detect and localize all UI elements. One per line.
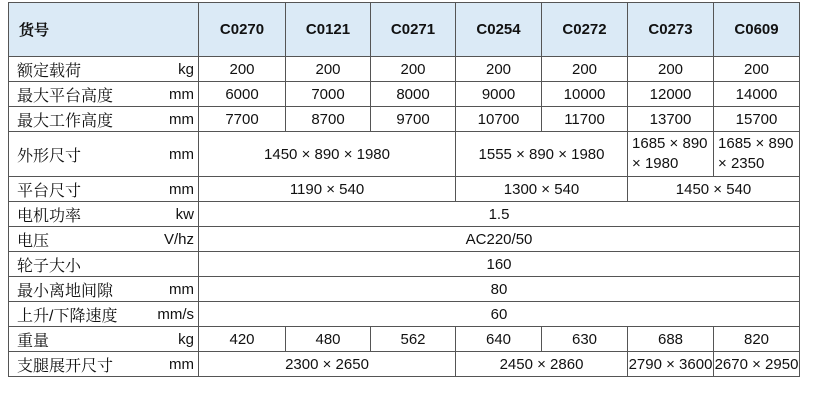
table-cell: 200 xyxy=(714,57,800,82)
row-unit: kg xyxy=(147,57,199,82)
row-unit xyxy=(147,252,199,277)
table-cell: 2300 × 2650 xyxy=(199,352,456,377)
table-cell: 1.5 xyxy=(199,202,800,227)
table-cell: 420 xyxy=(199,327,286,352)
cell-line: × 1980 xyxy=(632,155,679,172)
table-cell: 9000 xyxy=(456,82,542,107)
table-cell: 8700 xyxy=(286,107,371,132)
row-motor-power xyxy=(9,202,800,227)
table-cell: 200 xyxy=(286,57,371,82)
cell-line: 1685 × 890 xyxy=(632,135,708,152)
table-cell: 1300 × 540 xyxy=(456,177,628,202)
row-label: 平台尺寸 xyxy=(9,177,147,202)
row-label: 重量 xyxy=(9,327,147,352)
model-c0121: C0121 xyxy=(286,3,371,57)
table-cell: 6000 xyxy=(199,82,286,107)
model-c0273: C0273 xyxy=(628,3,714,57)
row-unit: kw xyxy=(147,202,199,227)
spec-table xyxy=(8,2,800,377)
table-cell: 1190 × 540 xyxy=(199,177,456,202)
table-cell: 9700 xyxy=(371,107,456,132)
table-cell: 15700 xyxy=(714,107,800,132)
model-c0270: C0270 xyxy=(199,3,286,57)
row-label: 外形尺寸 xyxy=(9,132,147,177)
cell-line: 1685 × 890 xyxy=(718,135,794,152)
table-cell: 562 xyxy=(371,327,456,352)
spec-table-container xyxy=(8,2,799,377)
table-cell: 2450 × 2860 xyxy=(456,352,628,377)
table-cell: 7000 xyxy=(286,82,371,107)
table-cell: 1450 × 540 xyxy=(628,177,800,202)
table-cell xyxy=(628,132,714,177)
model-c0271: C0271 xyxy=(371,3,456,57)
model-c0254: C0254 xyxy=(456,3,542,57)
table-cell: 7700 xyxy=(199,107,286,132)
row-label: 支腿展开尺寸 xyxy=(9,352,147,377)
table-cell: 10700 xyxy=(456,107,542,132)
row-platform-size xyxy=(9,177,800,202)
table-cell: 480 xyxy=(286,327,371,352)
row-lift-speed xyxy=(9,302,800,327)
table-cell: 200 xyxy=(628,57,714,82)
row-weight xyxy=(9,327,800,352)
table-cell: 200 xyxy=(199,57,286,82)
table-cell: 200 xyxy=(542,57,628,82)
row-voltage xyxy=(9,227,800,252)
table-cell: 820 xyxy=(714,327,800,352)
table-cell: 8000 xyxy=(371,82,456,107)
table-cell: 60 xyxy=(199,302,800,327)
cell-line: × 2350 xyxy=(718,155,765,172)
table-cell: 640 xyxy=(456,327,542,352)
table-cell: 12000 xyxy=(628,82,714,107)
row-label: 额定载荷 xyxy=(9,57,147,82)
row-overall-dimensions xyxy=(9,132,800,177)
row-unit: mm xyxy=(147,277,199,302)
row-outrigger-span xyxy=(9,352,800,377)
row-unit: kg xyxy=(147,327,199,352)
row-unit: mm/s xyxy=(147,302,199,327)
model-c0272: C0272 xyxy=(542,3,628,57)
table-cell: 1450 × 890 × 1980 xyxy=(199,132,456,177)
table-cell: 11700 xyxy=(542,107,628,132)
row-max-working-height xyxy=(9,107,800,132)
row-label: 上升/下降速度 xyxy=(9,302,147,327)
header-row xyxy=(9,3,800,57)
model-c0609: C0609 xyxy=(714,3,800,57)
table-cell: 80 xyxy=(199,277,800,302)
row-label: 电机功率 xyxy=(9,202,147,227)
row-unit: mm xyxy=(147,107,199,132)
row-min-ground-clearance xyxy=(9,277,800,302)
table-cell xyxy=(714,132,800,177)
row-unit: mm xyxy=(147,177,199,202)
table-cell: 160 xyxy=(199,252,800,277)
table-cell: 630 xyxy=(542,327,628,352)
table-cell: 200 xyxy=(371,57,456,82)
table-cell: AC220/50 xyxy=(199,227,800,252)
row-unit: V/hz xyxy=(147,227,199,252)
row-label: 最小离地间隙 xyxy=(9,277,147,302)
row-label: 电压 xyxy=(9,227,147,252)
table-cell: 688 xyxy=(628,327,714,352)
table-cell: 2670 × 2950 xyxy=(714,352,800,377)
row-label: 最大工作高度 xyxy=(9,107,147,132)
table-cell: 14000 xyxy=(714,82,800,107)
table-cell: 13700 xyxy=(628,107,714,132)
table-cell: 2790 × 3600 xyxy=(628,352,714,377)
row-rated-load xyxy=(9,57,800,82)
row-label: 最大平台高度 xyxy=(9,82,147,107)
table-cell: 200 xyxy=(456,57,542,82)
row-max-platform-height xyxy=(9,82,800,107)
header-label: 货号 xyxy=(9,3,199,57)
table-cell: 1555 × 890 × 1980 xyxy=(456,132,628,177)
row-unit: mm xyxy=(147,82,199,107)
row-unit: mm xyxy=(147,132,199,177)
row-wheel-size xyxy=(9,252,800,277)
table-cell: 10000 xyxy=(542,82,628,107)
row-unit: mm xyxy=(147,352,199,377)
row-label: 轮子大小 xyxy=(9,252,147,277)
